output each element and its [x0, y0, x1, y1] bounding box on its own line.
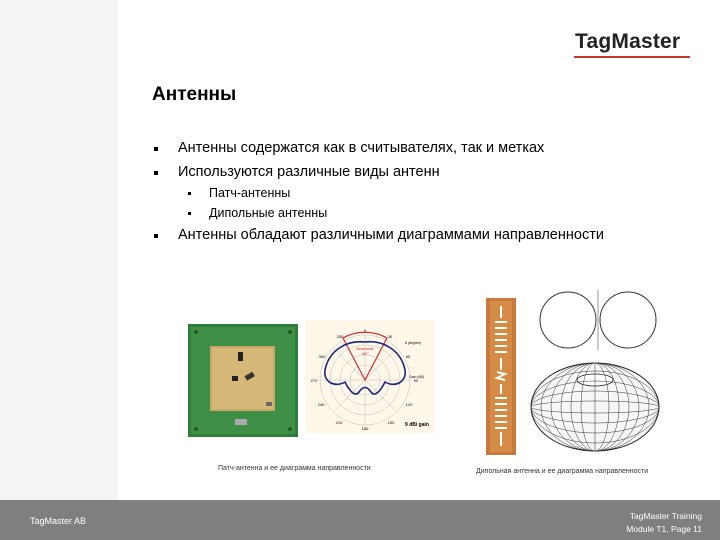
bullet-marker [154, 171, 158, 175]
bullet-3-text: Антенны обладают различными диаграммами направленности [178, 227, 604, 243]
footer-training: TagMaster Training [629, 511, 702, 521]
polar-angle-label: θ (degree) [405, 341, 422, 345]
beamwidth-label: Beamwidth [356, 347, 374, 351]
polar-tick-180: 180 [361, 426, 369, 431]
polar-tick-330: 330 [336, 334, 344, 339]
sub-bullet-1-text: Патч-антенны [209, 186, 291, 200]
polar-tick-30: 30 [387, 334, 393, 339]
patch-polar-diagram [305, 320, 435, 433]
polar-tick-210: 210 [335, 420, 343, 425]
sub-bullet-marker [188, 192, 191, 195]
polar-gain-axis-label: Gain (dB) [409, 375, 424, 379]
footer-bar [0, 500, 720, 540]
slide-title: Антенны [152, 84, 237, 105]
left-panel [0, 0, 118, 500]
polar-tick-60: 60 [405, 354, 411, 359]
polar-tick-90: 90 [413, 378, 419, 383]
polar-tick-0: 0 [363, 328, 367, 333]
dipole-2d-pattern [538, 290, 658, 350]
dipole-tag-image [486, 298, 516, 455]
bullet-marker [154, 234, 158, 238]
polar-tick-120: 120 [405, 402, 413, 407]
bullet-1-text: Антенны содержатся как в считывателях, так и метках [178, 140, 545, 156]
polar-tick-150: 150 [387, 420, 395, 425]
sub-bullet-marker [188, 212, 191, 215]
patch-caption: Патч-антенна и ее диаграмма направленности [218, 465, 371, 472]
bullet-2-text: Используются различные виды антенн [178, 164, 440, 180]
logo-underline [574, 56, 690, 58]
sub-bullet-2-text: Дипольные антенны [209, 206, 328, 220]
bullet-1 [178, 140, 544, 156]
bullet-2 [178, 164, 440, 180]
dipole-3d-pattern [528, 360, 662, 454]
footer-module-info [626, 510, 702, 536]
polar-gain-label: 9 dBi gain [405, 422, 429, 428]
beamwidth-value: ±60° [361, 352, 369, 356]
footer-page: Module T1, Page 11 [626, 524, 702, 534]
footer-company: TagMaster AB [30, 516, 87, 526]
bullet-marker [154, 147, 158, 151]
sub-bullet-2 [209, 206, 327, 220]
patch-antenna-image [188, 324, 298, 437]
polar-tick-270: 270 [310, 378, 318, 383]
dipole-caption: Дипольная антенна и ее диаграмма направленности [476, 468, 649, 475]
polar-tick-300: 300 [318, 354, 326, 359]
polar-tick-240: 240 [317, 402, 325, 407]
sub-bullet-1 [209, 186, 290, 200]
bullet-3 [178, 227, 604, 243]
tagmaster-logo: TagMaster [575, 30, 681, 53]
